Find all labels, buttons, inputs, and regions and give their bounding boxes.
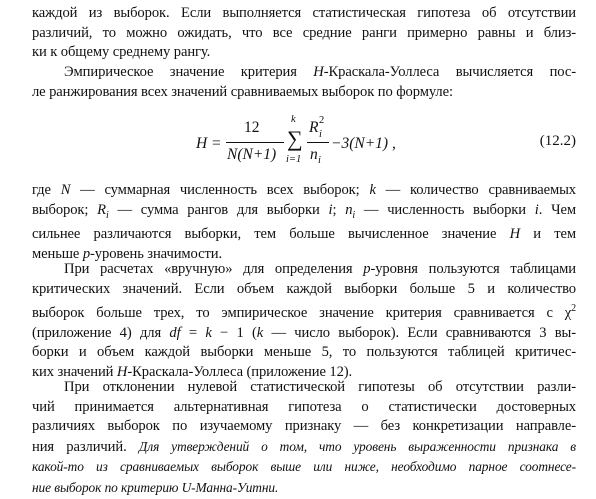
fraction-bar bbox=[307, 142, 329, 143]
text-line: борки и объем каждой выборки меньше 5, то пользуются таблицей критичес- bbox=[32, 344, 576, 361]
formula-n: n bbox=[310, 146, 318, 163]
text-line: ние выборок по критерию U-Манна-Уитни. bbox=[32, 479, 279, 495]
paragraph-conclusion bbox=[32, 378, 576, 499]
formula-R-superscript: 2 bbox=[319, 115, 325, 126]
text-line: критических значений. Если объем каждой выборки больше 5 и количество bbox=[32, 280, 576, 297]
text-line: различиях выборок по изучаемому признаку — без конкретизации направле- bbox=[32, 418, 576, 435]
formula-H: H bbox=[196, 135, 208, 152]
formula-12-2 bbox=[0, 114, 596, 178]
text-line: ния различий. Для утверждений о том, что уровень выраженности признака в bbox=[32, 438, 576, 455]
text-line: чий принимается альтернативная гипотеза о статистически достоверных bbox=[32, 398, 576, 415]
paragraph-intro bbox=[32, 4, 576, 63]
text-line: (приложение 4) для df = k − 1 (k — число выборок). Если сравниваются 3 вы- bbox=[32, 324, 576, 341]
text-line: ле ранжирования всех значений сравниваемых выборок по формуле: bbox=[32, 83, 453, 100]
formula-equals: = bbox=[212, 135, 221, 152]
text-line: различий, то можно ожидать, что все средние ранги примерно равны и близ- bbox=[32, 24, 576, 41]
text-line: выборок; $R_i$ — сумма рангов для выборки i; $n_i$ — численность выборки i. Чем bbox=[32, 201, 576, 221]
text-line: выборок больше трех, то эмпирическое значение критерия сравнивается с $\chi^2$ bbox=[32, 303, 576, 322]
text-line: каждой из выборок. Если выполняется статистическая гипотеза об отсутствии bbox=[32, 5, 576, 21]
text-line: При расчетах «вручную» для определения p-уровня пользуются таблицами bbox=[64, 261, 576, 277]
sum-upper-limit: k bbox=[291, 114, 296, 125]
formula-R-subscript: i bbox=[319, 129, 322, 140]
text-line: Эмпирическое значение критерия H-Краскала-Уоллеса вычисляется пос- bbox=[64, 64, 576, 80]
text-line: где N — суммарная численность всех выборок; k — количество сравниваемых bbox=[32, 182, 576, 198]
paragraph-tables bbox=[32, 260, 576, 382]
paragraph-formula-intro bbox=[32, 63, 576, 102]
paragraph-definitions bbox=[32, 181, 576, 264]
formula-R: R bbox=[309, 119, 319, 136]
text-line: ки к общему среднему рангу. bbox=[32, 44, 211, 61]
text-line: При отклонении нулевой статистической гипотезы об отсутствии разли- bbox=[64, 379, 576, 395]
fraction-bar bbox=[226, 142, 284, 143]
text-line: ких значений H-Краскала-Уоллеса (приложение 12). bbox=[32, 363, 353, 380]
formula-n-subscript: i bbox=[318, 155, 321, 166]
sum-lower-limit: i=1 bbox=[286, 154, 302, 165]
text-line: сильнее различаются выборки, тем больше вычисленное значение H и тем bbox=[32, 226, 576, 243]
text-line: какой-то из сравниваемых выборок выше или ниже, необходимо парное соотнесе- bbox=[32, 459, 576, 475]
formula-denominator: N(N+1) bbox=[227, 146, 277, 163]
text-line: меньше p-уровень значимости. bbox=[32, 245, 223, 262]
sum-symbol: ∑ bbox=[287, 126, 303, 151]
formula-numerator: 12 bbox=[244, 119, 260, 136]
formula-tail: −3(N+1) , bbox=[331, 135, 396, 152]
equation-number: (12.2) bbox=[539, 133, 576, 149]
